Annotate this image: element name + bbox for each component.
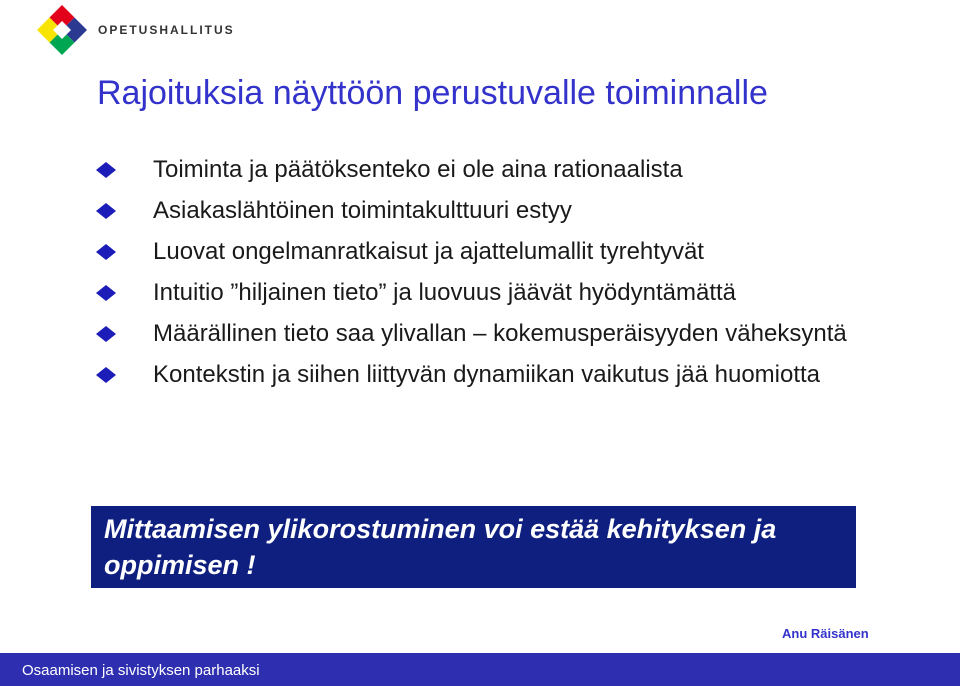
diamond-bullet-icon xyxy=(96,326,116,342)
author-name: Anu Räisänen xyxy=(782,626,869,641)
highlight-banner xyxy=(91,506,856,588)
bullet-item xyxy=(96,357,876,393)
bullet-text: Asiakaslähtöinen toimintakulttuuri estyy xyxy=(153,197,572,224)
header-logo xyxy=(36,4,235,56)
diamond-bullet-icon xyxy=(96,244,116,260)
bullet-text: Luovat ongelmanratkaisut ja ajattelumallit tyrehtyvät xyxy=(153,238,704,265)
bullet-list xyxy=(96,152,876,398)
slide-title: Rajoituksia näyttöön perustuvalle toiminnalle xyxy=(97,74,768,112)
diamond-bullet-icon xyxy=(96,285,116,301)
bullet-text: Toiminta ja päätöksenteko ei ole aina rationaalista xyxy=(153,156,683,183)
bullet-item xyxy=(96,234,876,270)
banner-text: Mittaamisen ylikorostuminen voi estää kehityksen ja oppimisen ! xyxy=(104,514,777,580)
footer-bar xyxy=(0,653,960,686)
diamond-bullet-icon xyxy=(96,203,116,219)
diamond-logo-icon xyxy=(36,4,88,56)
diamond-bullet-icon xyxy=(96,367,116,383)
bullet-item xyxy=(96,275,876,311)
bullet-item xyxy=(96,193,876,229)
footer-text: Osaamisen ja sivistyksen parhaaksi xyxy=(22,662,260,679)
bullet-text: Intuitio ”hiljainen tieto” ja luovuus jäävät hyödyntämättä xyxy=(153,279,737,306)
diamond-bullet-icon xyxy=(96,162,116,178)
org-name: OPETUSHALLITUS xyxy=(98,23,235,37)
bullet-item xyxy=(96,316,876,352)
bullet-text: Kontekstin ja siihen liittyvän dynamiikan vaikutus jää huomiotta xyxy=(153,361,821,388)
bullet-item xyxy=(96,152,876,188)
bullet-text: Määrällinen tieto saa ylivallan – kokemusperäisyyden väheksyntä xyxy=(153,320,847,347)
